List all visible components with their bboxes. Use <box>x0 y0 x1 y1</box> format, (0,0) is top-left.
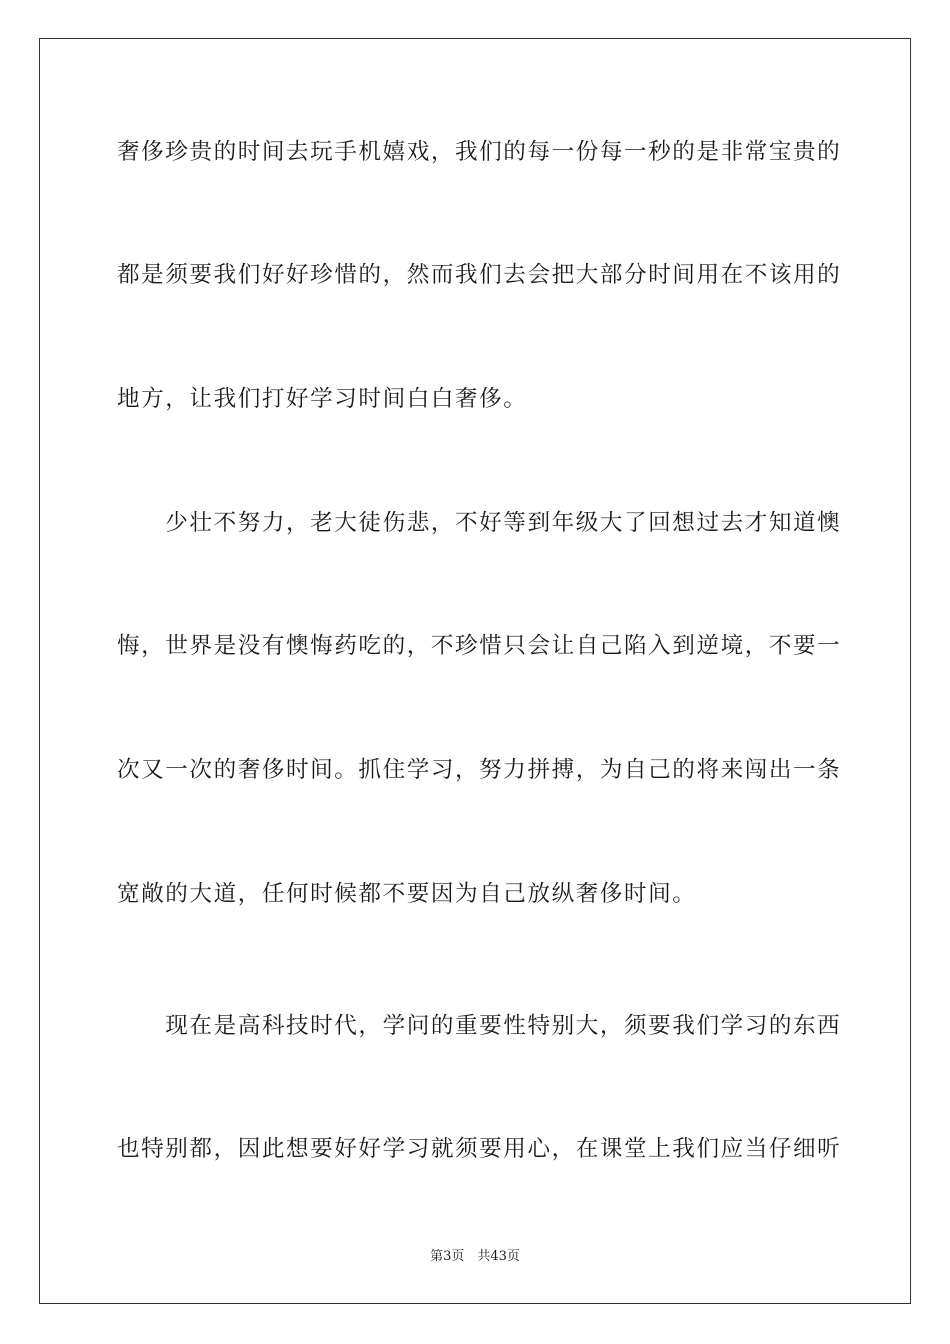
text-line: 地方，让我们打好学习时间白白奢侈。 <box>117 386 528 412</box>
text-line: 都是须要我们好好珍惜的，然而我们去会把大部分时间用在不该用的 <box>117 262 842 288</box>
text-line: 现在是高科技时代，学问的重要性特别大，须要我们学习的东西 <box>117 1013 842 1039</box>
page-border <box>39 38 911 1304</box>
text-line: 宽敞的大道，任何时候都不要因为自己放纵奢侈时间。 <box>117 881 697 907</box>
text-line: 奢侈珍贵的时间去玩手机嬉戏，我们的每一份每一秒的是非常宝贵的 <box>117 139 842 165</box>
text-line: 悔，世界是没有懊悔药吃的，不珍惜只会让自己陷入到逆境，不要一 <box>117 633 842 659</box>
text-line: 也特别都，因此想要好好学习就须要用心，在课堂上我们应当仔细听 <box>117 1136 842 1162</box>
page-number: 第3页 共43页 <box>430 1249 520 1264</box>
text-line: 少壮不努力，老大徒伤悲，不好等到年级大了回想过去才知道懊 <box>117 510 842 536</box>
text-line: 次又一次的奢侈时间。抓住学习，努力拼搏，为自己的将来闯出一条 <box>117 757 842 783</box>
